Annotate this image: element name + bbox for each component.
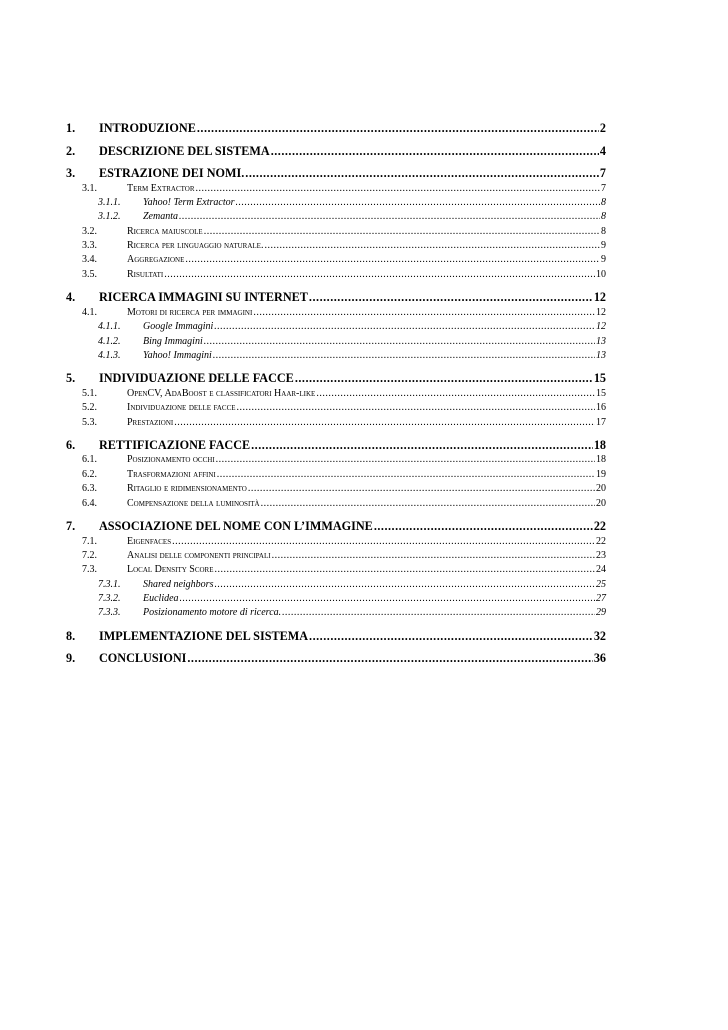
toc-entry[interactable] [66, 196, 606, 210]
toc-entry-number: 1. [66, 121, 76, 135]
toc-entry-page: 2 [599, 121, 606, 135]
toc-entry[interactable] [66, 239, 606, 253]
dot-leader [236, 196, 601, 210]
toc-entry-title: Zemanta [143, 211, 178, 223]
toc-entry-title: Posizionamento occhi [127, 454, 215, 466]
toc-entry-page: 18 [596, 454, 606, 466]
toc-entry-number: 5.1. [82, 387, 97, 399]
toc-entry-page: 9 [601, 254, 606, 266]
toc-entry-number: 6. [66, 437, 76, 452]
toc-entry-number: 3.1.2. [98, 211, 121, 223]
toc-entry[interactable] [66, 625, 606, 648]
toc-entry-number: 3.5. [82, 268, 97, 280]
toc-entry-number: 4.1.2. [98, 335, 121, 347]
toc-entry-page: 22 [596, 535, 606, 547]
dot-leader [214, 320, 595, 334]
toc-entry[interactable] [66, 453, 606, 467]
toc-entry-page: 22 [593, 519, 606, 534]
toc-entry-title: CONCLUSIONI [99, 651, 187, 666]
toc-entry-number: 3.4. [82, 254, 97, 266]
toc-entry-page: 8 [601, 196, 606, 208]
table-of-contents [66, 117, 606, 670]
toc-entry-number: 3. [66, 166, 76, 180]
toc-entry-title: ESTRAZIONE DEI NOMI. [99, 166, 245, 180]
toc-entry-page: 27 [596, 593, 606, 605]
toc-entry-number: 7. [66, 519, 76, 534]
toc-entry-title: Ritaglio e ridimensionamento [127, 483, 247, 495]
toc-entry-title: Euclidea [143, 593, 179, 605]
toc-entry-page: 12 [596, 321, 606, 333]
dot-leader [216, 453, 595, 467]
toc-entry-title: Motori di ricerca per immagini [127, 306, 253, 318]
toc-entry-page: 4 [599, 143, 606, 158]
toc-entry[interactable] [66, 140, 606, 163]
toc-entry[interactable] [66, 387, 606, 401]
toc-entry-title: ASSOCIAZIONE DEL NOME CON L’IMMAGINE [99, 519, 373, 534]
toc-entry-number: 4.1.3. [98, 349, 121, 361]
toc-entry-title: Yahoo! Term Extractor [143, 196, 235, 208]
toc-entry-page: 25 [596, 578, 606, 590]
toc-entry-number: 4.1. [82, 306, 97, 318]
dot-leader [248, 482, 595, 496]
toc-entry-number: 5.2. [82, 402, 97, 414]
toc-entry-title: Analisi delle componenti principali [127, 549, 271, 561]
toc-entry-title: Posizionamento motore di ricerca. [143, 607, 282, 619]
toc-entry[interactable] [66, 549, 606, 563]
toc-entry[interactable] [66, 563, 606, 577]
dot-leader [179, 210, 600, 224]
toc-entry-title: IMPLEMENTAZIONE DEL SISTEMA [99, 628, 309, 643]
toc-entry-page: 7 [599, 166, 606, 180]
toc-entry[interactable] [66, 253, 606, 267]
toc-entry-page: 24 [596, 564, 606, 576]
toc-entry-number: 3.2. [82, 225, 97, 237]
toc-entry-title: Aggregazione [127, 254, 185, 266]
dot-leader [215, 563, 595, 577]
toc-entry[interactable] [66, 401, 606, 415]
toc-entry-title: RICERCA IMMAGINI SU INTERNET [99, 290, 308, 305]
toc-entry-page: 36 [593, 651, 606, 666]
toc-entry-number: 7.3.3. [98, 607, 121, 619]
dot-leader [174, 416, 595, 430]
toc-entry-page: 7 [601, 182, 606, 194]
toc-entry-title: Eigenfaces [127, 535, 172, 547]
toc-entry-number: 4.1.1. [98, 321, 121, 333]
toc-entry-number: 2. [66, 143, 76, 158]
toc-entry-page: 19 [596, 468, 606, 480]
dot-leader [164, 268, 595, 282]
toc-entry-title: OpenCV, AdaBoost e classificatori Haar-like [127, 387, 316, 399]
toc-entry-title: Term Extractor [127, 182, 195, 194]
toc-entry[interactable] [66, 592, 606, 606]
toc-entry-page: 8 [601, 211, 606, 223]
toc-entry-page: 29 [596, 607, 606, 619]
toc-entry[interactable] [66, 335, 606, 349]
toc-entry-title: RETTIFICAZIONE FACCE [99, 437, 251, 452]
toc-entry-page: 8 [601, 225, 606, 237]
toc-entry[interactable] [66, 210, 606, 224]
toc-entry-title: Ricerca maiuscole [127, 225, 203, 237]
toc-entry-number: 6.3. [82, 483, 97, 495]
toc-entry-title: Individuazione delle facce [127, 402, 236, 414]
toc-entry-number: 8. [66, 628, 76, 643]
dot-leader [187, 647, 592, 670]
toc-entry-page: 13 [596, 349, 606, 361]
toc-entry-page: 10 [596, 268, 606, 280]
toc-entry[interactable] [66, 225, 606, 239]
dot-leader [261, 497, 595, 511]
dot-leader [272, 549, 595, 563]
toc-entry-number: 7.3.2. [98, 593, 121, 605]
toc-entry[interactable] [66, 117, 606, 140]
toc-entry-page: 23 [596, 549, 606, 561]
toc-entry-number: 6.1. [82, 454, 97, 466]
toc-entry[interactable] [66, 578, 606, 592]
dot-leader [185, 253, 600, 267]
toc-entry[interactable] [66, 416, 606, 430]
dot-leader [213, 349, 595, 363]
dot-leader [282, 606, 595, 620]
dot-leader [264, 239, 600, 253]
toc-entry[interactable] [66, 497, 606, 511]
toc-entry-page: 13 [596, 335, 606, 347]
toc-entry[interactable] [66, 535, 606, 549]
toc-entry-number: 3.3. [82, 240, 97, 252]
toc-entry-page: 12 [596, 306, 606, 318]
toc-entry[interactable] [66, 647, 606, 670]
toc-entry-page: 15 [596, 387, 606, 399]
dot-leader [316, 387, 595, 401]
toc-entry-number: 9. [66, 651, 76, 666]
toc-entry[interactable] [66, 606, 606, 620]
toc-entry[interactable] [66, 182, 606, 196]
toc-entry[interactable] [66, 268, 606, 282]
toc-entry-page: 16 [596, 402, 606, 414]
toc-entry-number: 3.1. [82, 182, 97, 194]
toc-entry-page: 17 [596, 416, 606, 428]
toc-entry-page: 20 [596, 497, 606, 509]
toc-entry-page: 9 [601, 240, 606, 252]
toc-entry-number: 7.1. [82, 535, 97, 547]
toc-entry-number: 5. [66, 371, 76, 386]
toc-entry-number: 3.1.1. [98, 196, 121, 208]
toc-entry[interactable] [66, 468, 606, 482]
toc-entry-title: INDIVIDUAZIONE DELLE FACCE [99, 371, 294, 386]
toc-entry-number: 7.2. [82, 549, 97, 561]
toc-entry-title: Google Immagini [143, 321, 214, 333]
toc-entry[interactable] [66, 306, 606, 320]
toc-entry-number: 4. [66, 290, 76, 305]
toc-entry-page: 12 [593, 290, 606, 305]
toc-entry-title: Risultati [127, 268, 164, 280]
toc-entry-number: 5.3. [82, 416, 97, 428]
dot-leader [237, 401, 595, 415]
toc-entry-title: Bing Immagini [143, 335, 203, 347]
toc-entry-title: Ricerca per linguaggio naturale. [127, 240, 264, 252]
dot-leader [197, 117, 599, 140]
toc-entry-title: DESCRIZIONE DEL SISTEMA [99, 143, 270, 158]
toc-entry-page: 15 [593, 371, 606, 386]
toc-entry[interactable] [66, 482, 606, 496]
toc-entry-title: Yahoo! Immagini [143, 349, 212, 361]
dot-leader [204, 335, 595, 349]
toc-entry-title: INTRODUZIONE [99, 121, 196, 135]
toc-entry-page: 20 [596, 483, 606, 495]
dot-leader [271, 140, 599, 163]
dot-leader [214, 578, 595, 592]
dot-leader [204, 225, 600, 239]
toc-entry-title: Compensazione della luminosità [127, 497, 260, 509]
toc-entry-number: 6.4. [82, 497, 97, 509]
dot-leader [180, 592, 595, 606]
toc-entry-title: Shared neighbors [143, 578, 214, 590]
dot-leader [217, 468, 595, 482]
toc-entry-title: Local Density Score [127, 564, 214, 576]
toc-entry-title: Prestazioni [127, 416, 174, 428]
toc-entry[interactable] [66, 320, 606, 334]
toc-entry-page: 32 [593, 628, 606, 643]
toc-entry[interactable] [66, 349, 606, 363]
toc-entry-number: 6.2. [82, 468, 97, 480]
toc-entry-title: Trasformazioni affini [127, 468, 216, 480]
dot-leader [172, 535, 595, 549]
toc-entry-page: 18 [593, 437, 606, 452]
dot-leader [253, 306, 595, 320]
dot-leader [309, 625, 593, 648]
toc-entry-number: 7.3. [82, 564, 97, 576]
toc-entry-number: 7.3.1. [98, 578, 121, 590]
dot-leader [195, 182, 600, 196]
